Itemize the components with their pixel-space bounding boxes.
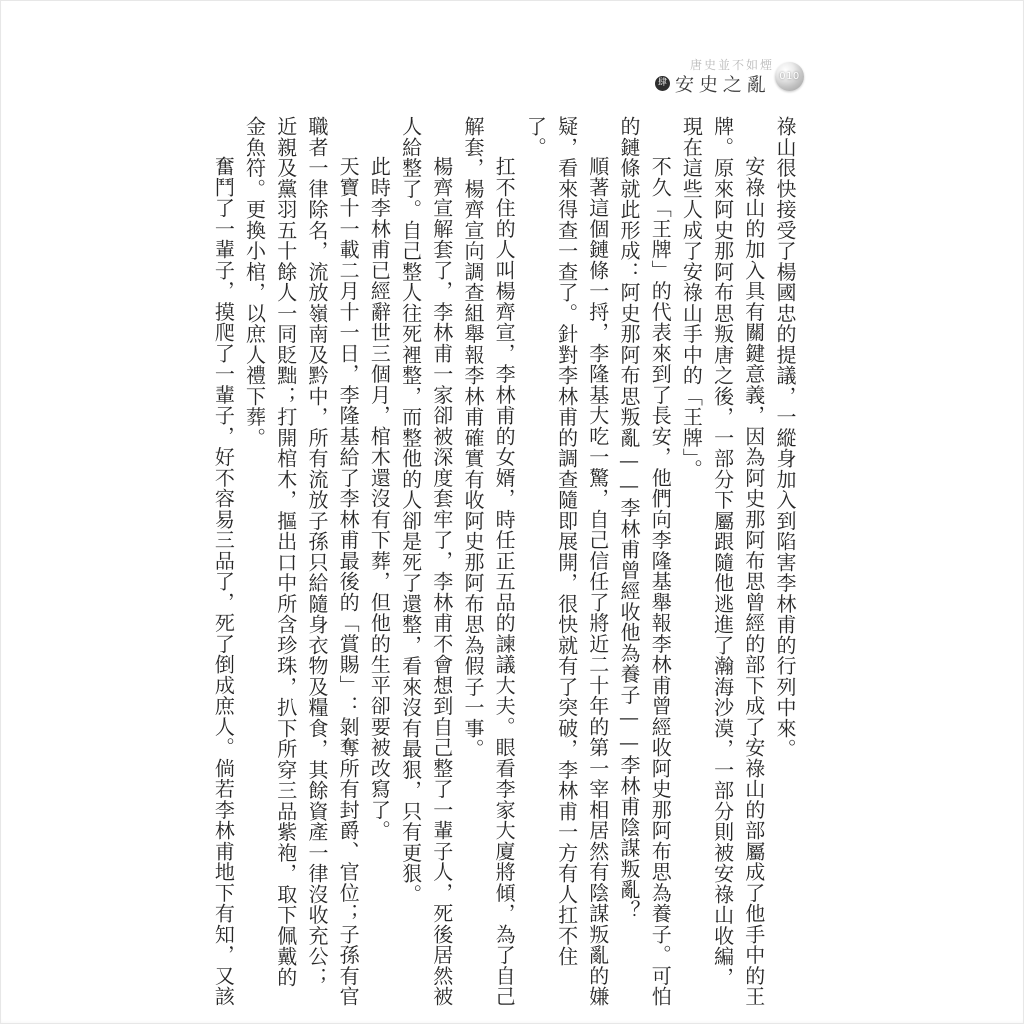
page-number: 010: [779, 71, 800, 82]
paragraph: 天寶十一載二月十一日，李隆基給了李林甫最後的「賞賜」：剝奪所有封爵、官位；子孫有官職者一律除名，流放嶺南及黔中，所有流放子孫只給隨身衣物及糧食，其餘資產一律沒收充公；近親及黨羽五十餘人一同貶黜；打開棺木，摳出口中所含珍珠，扒下所穿三品紫袍，取下佩戴的金魚符。更換小棺，以庶人禮下葬。: [242, 116, 361, 1007]
body-text: [211, 116, 800, 1008]
paragraph: 安祿山的加入具有關鍵意義，因為阿史那阿布思曾經的部下成了安祿山的部屬成了他手中的王牌。原來阿史那阿布思叛唐之後，一部分下屬跟隨他逃進了瀚海沙漠，一部分則被安祿山收編，現在這些人成了安祿山手中的「王牌」。: [679, 116, 766, 1007]
paragraph: 奮鬥了一輩子，摸爬了一輩子，好不容易三品了，死了倒成庶人。倘若李林甫地下有知，又該: [211, 156, 236, 1007]
series-title: 唐史並不如煙: [689, 58, 774, 72]
paragraph: 祿山很快接受了楊國忠的提議，一縱身加入到陷害李林甫的行列中來。: [773, 116, 797, 760]
paragraph: 楊齊宣解套了，李林甫一家卻被深度套牢了，李林甫不會想到自己整了一輩子人，死後居然被人給整了。自己整人往死裡整，而整他的人卻是死了還整，看來沒有最狠，只有更狠。: [398, 116, 454, 1007]
volume-badge-icon: 肆: [655, 76, 670, 91]
paragraph: 扛不住的人叫楊齊宣，李林甫的女婿，時任正五品的諫議大夫。眼看李家大廈將傾，為了自己解套，楊齊宣向調查組舉報李林甫確實有收阿史那阿布思為假子一事。: [460, 116, 517, 1007]
paragraph: 不久「王牌」的代表來到了長安，他們向李隆基舉報李林甫曾經收阿史那阿布思為養子。可怕的鏈條就此形成：阿史那阿布思叛亂——李林甫曾經收他為養子——李林甫陰謀叛亂？: [616, 116, 673, 1007]
book-title: 安史之亂: [674, 74, 772, 96]
paragraph: 此時李林甫已經辭世三個月，棺木還沒有下葬，但他的生平卻要被改寫了。: [367, 156, 392, 841]
paragraph: 順著這個鏈條一捋，李隆基大吃一驚，自己信任了將近二十年的第一宰相居然有陰謀叛亂的嫌疑，看來得查一查了。針對李林甫的調查隨即展開，很快就有了突破，李林甫一方有人扛不住了。: [523, 116, 610, 1007]
page-number-sphere: [775, 62, 804, 91]
book-title-line: [655, 70, 771, 97]
